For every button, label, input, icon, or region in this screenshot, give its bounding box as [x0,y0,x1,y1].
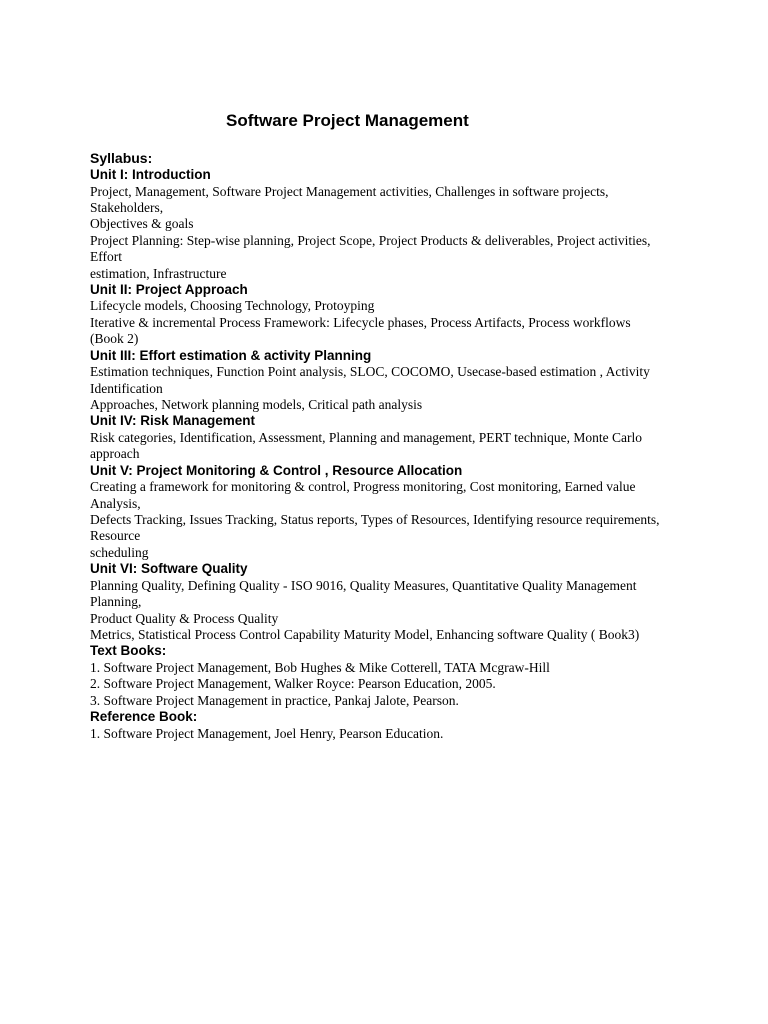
unit-heading: Unit V: Project Monitoring & Control , Resource Allocation [90,462,463,478]
unit-section [90,282,690,348]
unit-line: Project Planning: Step-wise planning, Project Scope, Project Products & deliverables, Project activities, [90,232,651,248]
reference-book-heading: Reference Book: [90,709,198,725]
unit-line: Planning, [90,594,142,610]
unit-section [90,561,690,643]
unit-section [90,413,690,462]
unit-section [90,348,690,414]
unit-line: Risk categories, Identification, Assessment, Planning and management, PERT technique, Monte Carlo [90,429,642,445]
text-books-heading: Text Books: [90,643,167,659]
unit-heading: Unit IV: Risk Management [90,413,256,429]
unit-line: (Book 2) [90,331,139,347]
unit-heading: Unit VI: Software Quality [90,561,248,577]
text-book-item: 1. Software Project Management, Bob Hughes & Mike Cotterell, TATA Mcgraw-Hill [90,659,550,675]
document-content [90,150,690,742]
reference-book-item: 1. Software Project Management, Joel Henry, Pearson Education. [90,725,444,741]
reference-book-section [90,709,690,742]
text-book-item: 2. Software Project Management, Walker Royce: Pearson Education, 2005. [90,676,496,692]
unit-line: approach [90,446,140,462]
unit-line: Estimation techniques, Function Point analysis, SLOC, COCOMO, Usecase-based estimation , Activity [90,364,650,380]
unit-line: scheduling [90,544,149,560]
unit-line: Lifecycle models, Choosing Technology, Protoyping [90,298,375,314]
unit-heading: Unit III: Effort estimation & activity Planning [90,347,372,363]
unit-line: Resource [90,528,141,544]
unit-line: Analysis, [90,495,141,511]
unit-line: Stakeholders, [90,199,164,215]
unit-line: Metrics, Statistical Process Control Capability Maturity Model, Enhancing software Quality ( Book3) [90,626,640,642]
unit-line: estimation, Infrastructure [90,265,227,281]
unit-line: Identification [90,380,163,396]
text-books-section [90,643,690,709]
unit-line: Iterative & incremental Process Framework: Lifecycle phases, Process Artifacts, Process workflows [90,314,631,330]
text-book-item: 3. Software Project Management in practice, Pankaj Jalote, Pearson. [90,692,459,708]
unit-line: Product Quality & Process Quality [90,610,279,626]
unit-section [90,167,690,282]
syllabus-heading: Syllabus: [90,150,153,166]
unit-line: Project, Management, Software Project Management activities, Challenges in software projects, [90,183,609,199]
unit-heading: Unit I: Introduction [90,167,211,182]
unit-line: Planning Quality, Defining Quality - ISO 9016, Quality Measures, Quantitative Quality Management [90,577,637,593]
unit-section [90,463,690,562]
unit-line: Defects Tracking, Issues Tracking, Status reports, Types of Resources, Identifying resource requirements, [90,512,660,527]
unit-line: Effort [90,249,122,265]
unit-line: Objectives & goals [90,216,194,232]
unit-line: Creating a framework for monitoring & control, Progress monitoring, Cost monitoring, Earned value [90,479,636,495]
unit-line: Approaches, Network planning models, Critical path analysis [90,396,423,412]
unit-heading: Unit II: Project Approach [90,281,248,297]
document-title: Software Project Management [226,111,469,130]
